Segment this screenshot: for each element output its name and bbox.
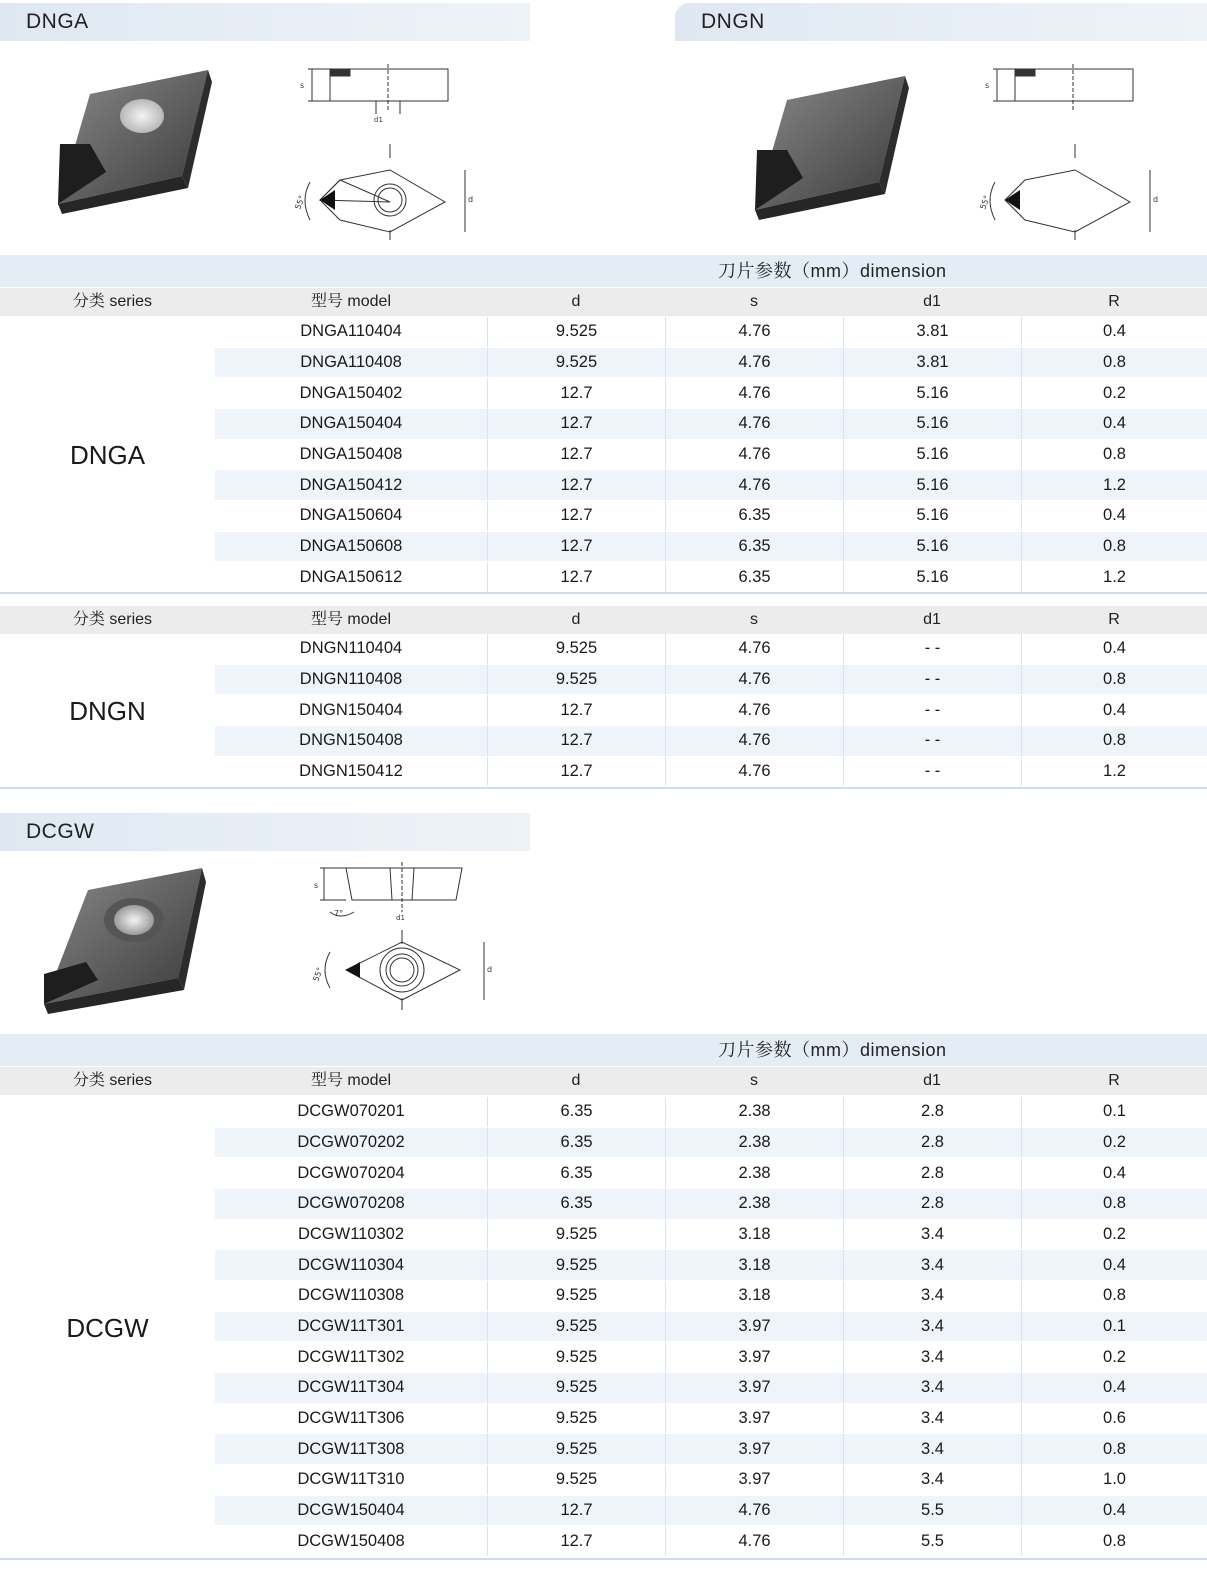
section-tab-dcgw: [0, 813, 530, 851]
d1-cell: 5.16: [843, 532, 1021, 562]
r-cell: 0.4: [1021, 409, 1207, 439]
dimension-header: [0, 255, 1207, 287]
d1-cell: - -: [843, 665, 1021, 695]
table-row: [215, 1342, 1207, 1373]
col-d: d: [571, 611, 581, 628]
r-cell: 0.4: [1021, 634, 1207, 664]
dimension-title: 刀片参数（mm）dimension: [718, 1040, 947, 1060]
s-cell: 6.35: [665, 501, 843, 531]
d-cell: 12.7: [487, 440, 665, 470]
r-cell: 0.4: [1021, 1158, 1207, 1188]
d-cell: 6.35: [487, 1128, 665, 1158]
angle-label: 55°: [978, 194, 992, 211]
series-dnga: DNGA: [69, 440, 146, 470]
r-cell: 0.8: [1021, 1281, 1207, 1311]
col-series: 分类 series: [72, 1072, 153, 1089]
dcgw-technical-drawing: [310, 860, 500, 1025]
d1-cell: 5.16: [843, 562, 1021, 592]
d-cell: 12.7: [487, 501, 665, 531]
s-cell: 4.76: [665, 726, 843, 756]
table-row: [215, 1128, 1207, 1159]
d1-cell: 3.4: [843, 1250, 1021, 1280]
r-cell: 1.2: [1021, 562, 1207, 592]
table-row: [215, 1312, 1207, 1343]
table-dngn: [215, 634, 1207, 787]
d-cell: 9.525: [487, 665, 665, 695]
d-cell: 6.35: [487, 1158, 665, 1188]
d1-cell: - -: [843, 634, 1021, 664]
divider: [0, 592, 1207, 594]
model-cell: DNGA150402: [299, 383, 403, 402]
r-cell: 0.8: [1021, 440, 1207, 470]
d1-cell: 3.4: [843, 1312, 1021, 1342]
r-cell: 0.8: [1021, 348, 1207, 378]
s-label: s: [314, 881, 319, 890]
s-cell: 4.76: [665, 409, 843, 439]
model-cell: DNGA110408: [300, 352, 402, 371]
d-cell: 9.525: [487, 1220, 665, 1250]
d1-cell: 3.4: [843, 1281, 1021, 1311]
column-header-dngn: [0, 606, 1207, 634]
model-cell: DNGA150612: [299, 567, 403, 586]
dngn-insert-image: [745, 70, 917, 222]
s-cell: 4.76: [665, 634, 843, 664]
table-row: [215, 1220, 1207, 1251]
col-d1: d1: [923, 1072, 941, 1089]
section-tab-dnga: [0, 3, 530, 41]
d1-cell: 3.4: [843, 1465, 1021, 1495]
table-dnga: [215, 317, 1207, 593]
col-s: s: [750, 293, 758, 310]
d-cell: 9.525: [487, 634, 665, 664]
model-cell: DCGW070202: [297, 1132, 405, 1151]
d-cell: 12.7: [487, 470, 665, 500]
d-cell: 12.7: [487, 1496, 665, 1526]
r-cell: 0.2: [1021, 1342, 1207, 1372]
r-cell: 0.1: [1021, 1312, 1207, 1342]
d1-cell: 5.5: [843, 1496, 1021, 1526]
d1-cell: 3.4: [843, 1373, 1021, 1403]
table-row: [215, 348, 1207, 379]
r-cell: 0.8: [1021, 532, 1207, 562]
d-label: d: [468, 195, 474, 204]
model-cell: DCGW150408: [297, 1531, 405, 1550]
d-cell: 9.525: [487, 1404, 665, 1434]
r-cell: 0.2: [1021, 1220, 1207, 1250]
s-cell: 3.18: [665, 1250, 843, 1280]
model-cell: DCGW070204: [297, 1163, 405, 1182]
model-cell: DNGA150408: [299, 444, 403, 463]
d-cell: 12.7: [487, 1526, 665, 1556]
s-label: s: [985, 81, 990, 90]
d1-cell: 5.16: [843, 440, 1021, 470]
d-cell: 9.525: [487, 317, 665, 347]
model-cell: DNGA150608: [299, 536, 403, 555]
s-cell: 4.76: [665, 695, 843, 725]
d-cell: 9.525: [487, 1250, 665, 1280]
col-d1: d1: [923, 611, 941, 628]
table-row: [215, 532, 1207, 563]
d-cell: 12.7: [487, 695, 665, 725]
table-row: [215, 695, 1207, 726]
model-cell: DNGA150404: [299, 414, 403, 433]
d1-cell: 2.8: [843, 1158, 1021, 1188]
s-cell: 2.38: [665, 1158, 843, 1188]
d1-cell: 3.4: [843, 1220, 1021, 1250]
table-row: [215, 440, 1207, 471]
table-row: [215, 317, 1207, 348]
d1-cell: 3.4: [843, 1434, 1021, 1464]
model-cell: DCGW11T302: [297, 1347, 405, 1366]
d-cell: 6.35: [487, 1189, 665, 1219]
col-d1: d1: [923, 293, 941, 310]
d-cell: 12.7: [487, 532, 665, 562]
table-row: [215, 726, 1207, 757]
s-cell: 3.18: [665, 1220, 843, 1250]
dimension-header: [0, 1034, 1207, 1066]
series-dcgw: DCGW: [66, 1313, 149, 1343]
model-cell: DCGW110308: [297, 1286, 405, 1305]
table-dcgw: [215, 1097, 1207, 1557]
s-cell: 3.97: [665, 1434, 843, 1464]
d-cell: 12.7: [487, 562, 665, 592]
d-cell: 9.525: [487, 1434, 665, 1464]
s-cell: 4.76: [665, 1526, 843, 1556]
table-row: [215, 378, 1207, 409]
model-cell: DCGW11T301: [297, 1316, 405, 1335]
model-cell: DNGN110404: [299, 639, 403, 658]
table-row: [215, 1404, 1207, 1435]
r-cell: 0.4: [1021, 1373, 1207, 1403]
col-series: 分类 series: [72, 293, 153, 310]
column-header-dcgw: [0, 1067, 1207, 1095]
d1-label: d1: [396, 914, 405, 922]
model-cell: DNGN150404: [299, 700, 403, 719]
s-cell: 4.76: [665, 378, 843, 408]
d1-cell: 5.5: [843, 1526, 1021, 1556]
s-cell: 2.38: [665, 1097, 843, 1127]
d-cell: 6.35: [487, 1097, 665, 1127]
table-row: [215, 1250, 1207, 1281]
table-row: [215, 470, 1207, 501]
r-cell: 0.8: [1021, 1526, 1207, 1556]
table-row: [215, 501, 1207, 532]
dnga-technical-drawing: [290, 62, 480, 242]
model-cell: DCGW110302: [297, 1224, 405, 1243]
d-label: d: [1153, 195, 1159, 204]
d-cell: 9.525: [487, 1465, 665, 1495]
model-cell: DNGA150604: [299, 506, 403, 525]
model-cell: DCGW150404: [297, 1500, 405, 1519]
dimension-title: 刀片参数（mm）dimension: [718, 261, 947, 281]
table-row: [215, 1373, 1207, 1404]
d1-cell: 3.81: [843, 348, 1021, 378]
s-cell: 3.18: [665, 1281, 843, 1311]
s-cell: 4.76: [665, 665, 843, 695]
d1-cell: 5.16: [843, 501, 1021, 531]
table-row: [215, 1434, 1207, 1465]
model-cell: DCGW11T306: [297, 1408, 405, 1427]
table-row: [215, 634, 1207, 665]
model-cell: DCGW070201: [297, 1102, 405, 1121]
table-row: [215, 1496, 1207, 1527]
d1-cell: 2.8: [843, 1097, 1021, 1127]
r-cell: 0.8: [1021, 1434, 1207, 1464]
d1-cell: 3.4: [843, 1404, 1021, 1434]
col-d: d: [571, 1072, 581, 1089]
d1-cell: 3.81: [843, 317, 1021, 347]
col-R: R: [1108, 1072, 1120, 1089]
table-row: [215, 665, 1207, 696]
r-cell: 0.4: [1021, 1250, 1207, 1280]
dngn-technical-drawing: [975, 62, 1165, 242]
s-cell: 3.97: [665, 1465, 843, 1495]
s-cell: 6.35: [665, 532, 843, 562]
s-cell: 3.97: [665, 1342, 843, 1372]
r-cell: 1.2: [1021, 470, 1207, 500]
d-cell: 12.7: [487, 409, 665, 439]
d1-cell: - -: [843, 757, 1021, 787]
d-cell: 12.7: [487, 378, 665, 408]
s-cell: 3.97: [665, 1373, 843, 1403]
model-cell: DCGW11T310: [297, 1470, 405, 1489]
model-cell: DCGW110304: [297, 1255, 405, 1274]
col-s: s: [750, 611, 758, 628]
r-cell: 0.8: [1021, 665, 1207, 695]
s-cell: 2.38: [665, 1128, 843, 1158]
angle-label: 55°: [311, 966, 325, 983]
r-cell: 0.2: [1021, 1128, 1207, 1158]
model-cell: DNGN110408: [299, 669, 403, 688]
d-cell: 9.525: [487, 1281, 665, 1311]
table-row: [215, 562, 1207, 593]
col-d: d: [571, 293, 581, 310]
r-cell: 0.2: [1021, 378, 1207, 408]
table-row: [215, 409, 1207, 440]
table-row: [215, 1158, 1207, 1189]
table-row: [215, 1097, 1207, 1128]
s-cell: 4.76: [665, 1496, 843, 1526]
r-cell: 0.1: [1021, 1097, 1207, 1127]
dcgw-insert-image: [38, 862, 210, 1018]
d-label: d: [487, 965, 493, 974]
r-cell: 0.8: [1021, 726, 1207, 756]
r-cell: 1.2: [1021, 757, 1207, 787]
section-title: DNGN: [701, 10, 765, 33]
d1-cell: 2.8: [843, 1189, 1021, 1219]
d-cell: 12.7: [487, 726, 665, 756]
s-cell: 3.97: [665, 1404, 843, 1434]
table-row: [215, 1281, 1207, 1312]
d-cell: 9.525: [487, 348, 665, 378]
d1-cell: 5.16: [843, 409, 1021, 439]
r-cell: 0.4: [1021, 1496, 1207, 1526]
model-cell: DNGA150412: [299, 475, 403, 494]
r-cell: 0.4: [1021, 501, 1207, 531]
col-model: 型号 model: [310, 611, 392, 628]
model-cell: DNGN150412: [299, 761, 403, 780]
table-row: [215, 757, 1207, 788]
model-cell: DNGA110404: [300, 322, 402, 341]
col-model: 型号 model: [310, 293, 392, 310]
s-cell: 4.76: [665, 757, 843, 787]
model-cell: DCGW11T304: [297, 1378, 405, 1397]
section-tab-dngn: [675, 3, 1207, 41]
column-header-dnga: [0, 288, 1207, 316]
d1-cell: 5.16: [843, 378, 1021, 408]
model-cell: DCGW070208: [297, 1194, 405, 1213]
dnga-insert-image: [48, 64, 220, 216]
r-cell: 0.4: [1021, 317, 1207, 347]
s-cell: 4.76: [665, 470, 843, 500]
clearance-label: 7°: [334, 909, 344, 918]
model-cell: DCGW11T308: [297, 1439, 405, 1458]
d-cell: 12.7: [487, 757, 665, 787]
d1-cell: 3.4: [843, 1342, 1021, 1372]
d1-cell: 2.8: [843, 1128, 1021, 1158]
angle-label: 55°: [293, 194, 307, 211]
col-series: 分类 series: [72, 611, 153, 628]
col-s: s: [750, 1072, 758, 1089]
s-cell: 4.76: [665, 317, 843, 347]
section-title: DNGA: [26, 10, 89, 33]
r-cell: 0.4: [1021, 695, 1207, 725]
d-cell: 9.525: [487, 1312, 665, 1342]
model-cell: DNGN150408: [299, 731, 403, 750]
s-cell: 4.76: [665, 348, 843, 378]
d1-cell: 5.16: [843, 470, 1021, 500]
r-cell: 0.6: [1021, 1404, 1207, 1434]
divider: [0, 787, 1207, 789]
table-row: [215, 1189, 1207, 1220]
col-R: R: [1108, 293, 1120, 310]
d-cell: 9.525: [487, 1342, 665, 1372]
series-dngn: DNGN: [69, 696, 146, 726]
divider: [0, 1558, 1207, 1560]
d-cell: 9.525: [487, 1373, 665, 1403]
s-cell: 6.35: [665, 562, 843, 592]
d1-cell: - -: [843, 726, 1021, 756]
d1-label: d1: [374, 116, 383, 124]
table-row: [215, 1465, 1207, 1496]
s-cell: 2.38: [665, 1189, 843, 1219]
col-model: 型号 model: [310, 1072, 392, 1089]
s-cell: 4.76: [665, 440, 843, 470]
col-R: R: [1108, 611, 1120, 628]
s-label: s: [300, 81, 305, 90]
table-row: [215, 1526, 1207, 1557]
r-cell: 1.0: [1021, 1465, 1207, 1495]
r-cell: 0.8: [1021, 1189, 1207, 1219]
s-cell: 3.97: [665, 1312, 843, 1342]
section-title: DCGW: [26, 820, 95, 843]
d1-cell: - -: [843, 695, 1021, 725]
